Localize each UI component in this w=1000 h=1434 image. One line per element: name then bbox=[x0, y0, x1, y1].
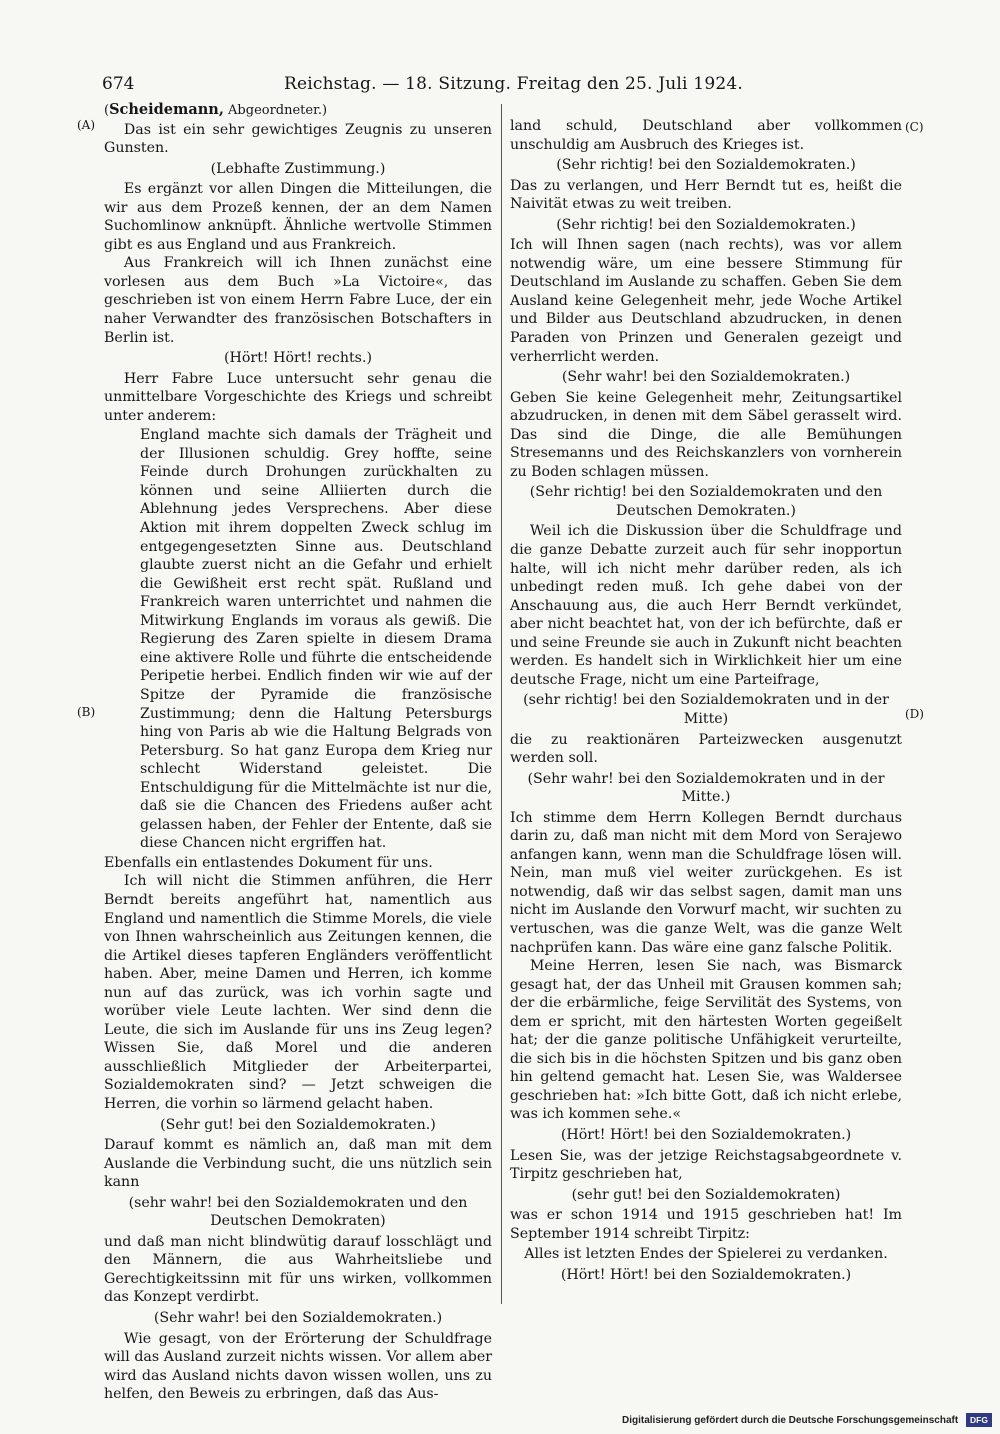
speaker-role: Abgeordneter. bbox=[228, 103, 323, 118]
interjection: (Sehr richtig! bei den Sozialdemokraten.) bbox=[556, 216, 856, 233]
paragraph: Geben Sie keine Gelegenheit mehr, Zeitungsartikel abzudrucken, in denen mit dem Säbel gerasselt wird. Das sind die Dinge, die alle Bemühungen Stresemanns und des Reichskanzlers von vornherein zu Boden schlagen müssen. bbox=[510, 389, 902, 480]
paragraph: Ich will Ihnen sagen (nach rechts), was vor allem notwendig wäre, um eine bessere Stimmung für Deutschland im Auslande zu schaffen. Geben Sie dem Ausland keine Gelegenheit mehr, jede Woche Artikel und Bilder aus Deutschland abzudrucken, in denen Paraden von Prinzen und Generalen gezeigt und verherrlicht werden. bbox=[510, 237, 902, 365]
paragraph: Wie gesagt, von der Erörterung der Schuldfrage will das Ausland zurzeit nichts wissen. Vor allem aber wird das Ausland nichts davon wissen wollen, uns zu helfen, den Beweis zu erbringen, daß das Aus- bbox=[104, 1330, 492, 1403]
interjection: (Sehr wahr! bei den Sozialdemokraten.) bbox=[561, 369, 851, 386]
margin-marker-d: (D) bbox=[905, 707, 924, 721]
paragraph: Darauf kommt es nämlich an, daß man mit dem Auslande die Verbindung sucht, die uns nützlich sein kann bbox=[104, 1137, 492, 1191]
interjection: Alles ist letzten Endes der Spielerei zu verdanken. bbox=[524, 1246, 888, 1263]
interjection: (Lebhafte Zustimmung.) bbox=[210, 160, 386, 177]
speaker-line: (Scheidemann, Abgeordneter.) bbox=[104, 101, 328, 118]
paragraph: Das ist ein sehr gewichtiges Zeugnis zu unseren Gunsten. bbox=[104, 121, 492, 157]
paragraph: Lesen Sie, was der jetzige Reichstagsabgeordnete v. Tirpitz geschrieben hat, bbox=[510, 1147, 902, 1183]
running-title: Reichstag. — 18. Sitzung. Freitag den 25. Juli 1924. bbox=[284, 74, 743, 94]
interjection: (sehr wahr! bei den Sozialdemokraten und den Deutschen Demokraten) bbox=[128, 1194, 468, 1230]
quoted-passage: England machte sich damals der Trägheit und der Illusionen schuldig. Grey hoffte, seine Feinde durch Drohungen zurückhalten zu können und seine Alliierten durch die Ablehnung jedes Versprechens. Aber diese Aktion mit ihrem doppelten Zweck schlug im entgegengesetzten Sinne aus. Deutschland glaubte zuerst nicht an die Gefahr und erhielt die Gewißheit erst recht spät. Rußland und Frankreich waren unterrichtet und nahmen die Mitwirkung Englands im voraus als gewiß. Die Regierung des Zaren spielte in diesem Drama eine aktivere Rolle und führte die entscheidende Peripetie herbei. Endlich finden wir wie auf der Spitze der Pyramide die französische Zustimmung; denn die Haltung Petersburgs hing von Paris ab wie die Haltung Belgrads von Petersburg. So hat ganz Europa dem Krieg nur schlecht Widerstand geleistet. Die Entschuldigung für die Mittelmächte ist nur die, daß sie die Chancen des Friedens außer acht gelassen haben, der Fehler der Entente, daß sie diese Chancen nicht ergriffen hat. bbox=[140, 427, 492, 852]
margin-marker-c: (C) bbox=[905, 120, 924, 134]
footer-credit: Digitalisierung gefördert durch die Deutsche Forschungsgemeinschaft bbox=[622, 1415, 959, 1426]
paragraph: land schuld, Deutschland aber vollkommen unschuldig am Ausbruch des Krieges ist. bbox=[510, 118, 902, 153]
paragraph: Herr Fabre Luce untersucht sehr genau die unmittelbare Vorgeschichte des Kriegs und schreibt unter anderem: bbox=[104, 370, 492, 424]
interjection: (sehr gut! bei den Sozialdemokraten) bbox=[571, 1186, 841, 1203]
paragraph: was er schon 1914 und 1915 geschrieben hat! Im September 1914 schreibt Tirpitz: bbox=[510, 1207, 902, 1242]
paragraph: Meine Herren, lesen Sie nach, was Bismarck gesagt hat, der das Unheil mit Grausen kommen sah; der die erbärmliche, feige Servilität des Systems, von dem er spricht, mit den härtesten Worten gegeißelt hat; der die ganze politische Unfähigkeit verurteilte, die sich bis in die höchsten Spitzen und bis ganz oben hin geltend gemacht hat. Lesen Sie, was Waldersee geschrieben hat: »Ich bitte Gott, daß ich nicht erlebe, was ich kommen sehe.« bbox=[510, 958, 902, 1123]
paragraph: Weil ich die Diskussion über die Schuldfrage und die ganze Debatte zurzeit auch für sehr inopportun halte, will ich nicht mehr darüber reden, als ich unbedingt reden muß. Ich gehe dabei von der Anschauung aus, die auch Herr Berndt verkündet, aber nicht beachtet hat, von der ich befürchte, daß er und seine Freunde sie auch in Zukunft nicht beachten werden. Es handelt sich in Wirklichkeit hier um eine deutsche Frage, nicht um eine Parteifrage, bbox=[510, 523, 902, 688]
left-column bbox=[104, 101, 492, 1404]
paragraph: Es ergänzt vor allen Dingen die Mitteilungen, die wir aus dem Prozeß kennen, der an dem Namen Suchomlinow anknüpft. Ähnliche wertvolle Stimmen gibt es aus England und aus Frankreich. bbox=[104, 181, 492, 253]
speaker-name: Scheidemann, bbox=[109, 101, 224, 118]
right-column bbox=[510, 117, 902, 1286]
margin-marker-a: (A) bbox=[77, 118, 96, 132]
margin-marker-b: (B) bbox=[77, 705, 96, 719]
interjection: (Sehr wahr! bei den Sozialdemokraten.) bbox=[153, 1310, 443, 1326]
paragraph: die zu reaktionären Parteizwecken ausgenutzt werden soll. bbox=[510, 731, 902, 767]
paragraph: Ich stimme dem Herrn Kollegen Berndt durchaus darin zu, daß man nicht mit dem Mord von Serajewo anfangen kann, wenn man die Schuldfrage lösen will. Nein, man muß viel weiter zurückgehen. Es ist notwendig, daß wir das selbst sagen, damit man uns nicht im Auslande den Vorwurf macht, wir suchten zu vertuschen, was die ganze Welt, was die ganze Welt nachprüfen kann. Das wäre eine ganz falsche Politik. bbox=[510, 809, 902, 956]
paragraph: Das zu verlangen, und Herr Berndt tut es, heißt die Naivität etwas zu weit treiben. bbox=[510, 177, 902, 213]
page-number: 674 bbox=[102, 74, 135, 94]
interjection: (Hört! Hört! bei den Sozialdemokraten.) bbox=[560, 1126, 852, 1143]
interjection: (Sehr richtig! bei den Sozialdemokraten.) bbox=[556, 157, 856, 174]
paragraph: und daß man nicht blindwütig darauf losschlägt und den Männern, die aus Wahrheitsliebe und Gerechtigkeitssinn mit für uns wirken, vollkommen das Konzept verdirbt. bbox=[104, 1233, 492, 1306]
interjection: (sehr richtig! bei den Sozialdemokraten und in der Mitte) bbox=[523, 692, 889, 727]
interjection: (Hört! Hört! rechts.) bbox=[223, 350, 373, 367]
paragraph: Ebenfalls ein entlastendes Dokument für uns. bbox=[104, 854, 433, 871]
column-divider bbox=[501, 104, 502, 1304]
page-header bbox=[102, 74, 743, 98]
paragraph: Aus Frankreich will ich Ihnen zunächst eine vorlesen aus dem Buch »La Victoire«, das geschrieben ist von einem Herrn Fabre Luce, der ein naher Verwandter des französischen Botschafters in Berlin ist. bbox=[104, 255, 492, 346]
dfg-logo: DFG bbox=[966, 1413, 992, 1427]
interjection: (Hört! Hört! bei den Sozialdemokraten.) bbox=[560, 1266, 852, 1283]
interjection: (Sehr richtig! bei den Sozialdemokraten und den Deutschen Demokraten.) bbox=[529, 484, 883, 519]
interjection: (Sehr gut! bei den Sozialdemokraten.) bbox=[160, 1116, 436, 1133]
paragraph: Ich will nicht die Stimmen anführen, die Herr Berndt bereits angeführt hat, namentlich aus England und namentlich die Stimme Morels, die viele von Ihnen wahrscheinlich aus Zeitungen kennen, die die Artikel dieses tapferen Engländers veröffentlicht haben. Aber, meine Damen und Herren, ich komme nun auf das zurück, was ich vorhin sagte und worüber viele Leute lachten. Wer sind denn die Leute, die sich im Auslande für uns ins Zeug legen? Wissen Sie, daß Morel und die anderen ausschließlich Mitglieder der Arbeiterpartei, Sozialdemokraten sind? — Jetzt schweigen die Herren, die vorhin so lärmend gelacht haben. bbox=[104, 873, 492, 1112]
interjection: (Sehr wahr! bei den Sozialdemokraten und in der Mitte.) bbox=[527, 770, 885, 806]
